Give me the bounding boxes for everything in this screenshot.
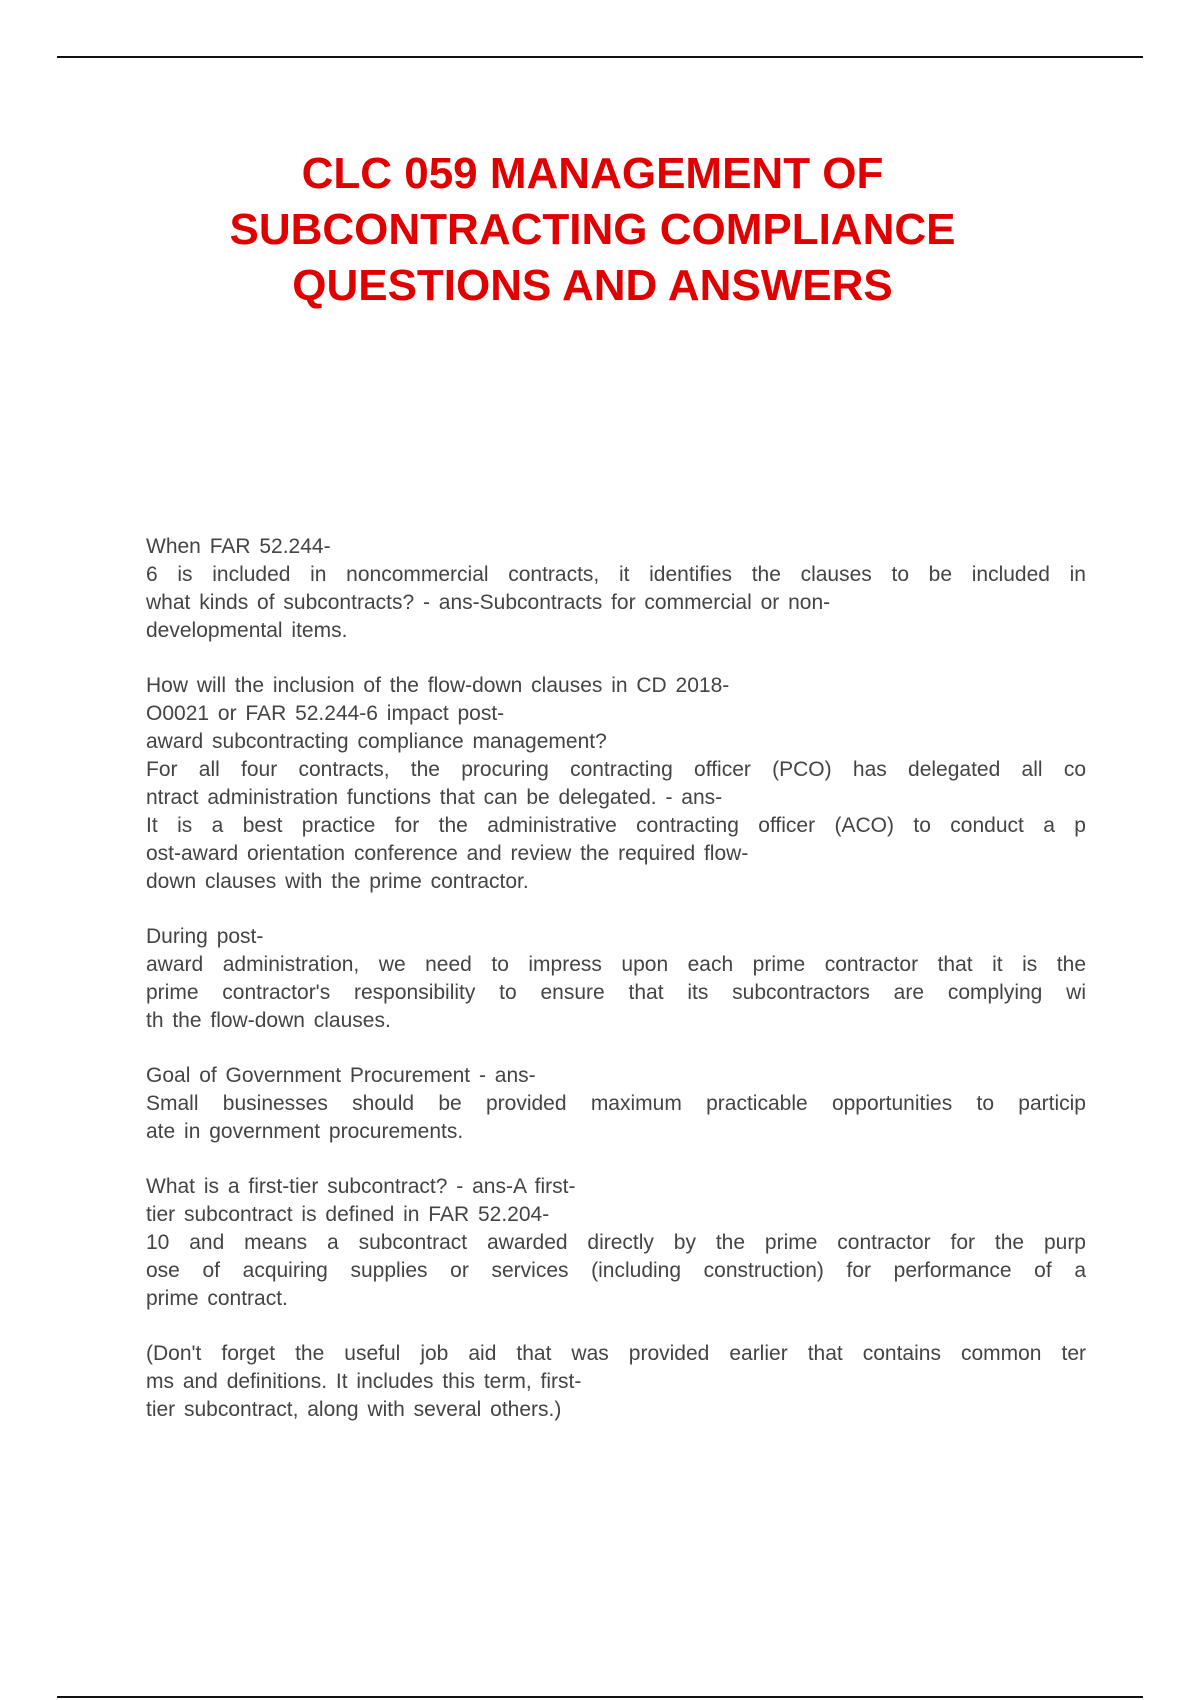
text-line: (Don't forget the useful job aid that was provided earlier that contains common ter	[146, 1342, 1086, 1365]
title-line: SUBCONTRACTING COMPLIANCE	[229, 205, 956, 254]
qa-paragraph	[146, 923, 1086, 1035]
qa-paragraph	[146, 533, 1086, 645]
text-line: ntract administration functions that can be delegated. - ans-	[146, 786, 723, 809]
text-line: Small businesses should be provided maximum practicable opportunities to particip	[146, 1092, 1086, 1115]
qa-paragraph	[146, 1173, 1086, 1313]
text-line: developmental items.	[146, 619, 348, 642]
text-line: prime contract.	[146, 1287, 288, 1310]
text-line: 10 and means a subcontract awarded directly by the prime contractor for the purp	[146, 1231, 1086, 1254]
text-line: down clauses with the prime contractor.	[146, 870, 529, 893]
text-line: For all four contracts, the procuring contracting officer (PCO) has delegated all co	[146, 758, 1086, 781]
document-title	[0, 146, 1185, 314]
text-line: During post-	[146, 925, 264, 948]
top-rule	[57, 56, 1143, 58]
text-line: tier subcontract is defined in FAR 52.204-	[146, 1203, 550, 1226]
text-line: what kinds of subcontracts? - ans-Subcontracts for commercial or non-	[146, 591, 831, 614]
text-line: th the flow-down clauses.	[146, 1009, 391, 1032]
qa-paragraph	[146, 1062, 1086, 1146]
qa-paragraph	[146, 1340, 1086, 1424]
text-line: It is a best practice for the administrative contracting officer (ACO) to conduct a p	[146, 814, 1086, 837]
title-line: CLC 059 MANAGEMENT OF	[301, 149, 884, 198]
text-line: Goal of Government Procurement - ans-	[146, 1064, 536, 1087]
text-line: 6 is included in noncommercial contracts, it identifies the clauses to be included in	[146, 563, 1086, 586]
text-line: ose of acquiring supplies or services (including construction) for performance of a	[146, 1259, 1086, 1282]
text-line: ost-award orientation conference and review the required flow-	[146, 842, 749, 865]
text-line: ate in government procurements.	[146, 1120, 464, 1143]
text-line: When FAR 52.244-	[146, 535, 331, 558]
text-line: prime contractor's responsibility to ensure that its subcontractors are complying wi	[146, 981, 1086, 1004]
text-line: What is a first-tier subcontract? - ans-A first-	[146, 1175, 576, 1198]
text-line: award subcontracting compliance management?	[146, 730, 607, 753]
bottom-rule	[57, 1696, 1143, 1698]
text-line: O0021 or FAR 52.244-6 impact post-	[146, 702, 505, 725]
title-line: QUESTIONS AND ANSWERS	[292, 261, 893, 310]
text-line: tier subcontract, along with several others.)	[146, 1398, 562, 1421]
text-line: award administration, we need to impress upon each prime contractor that it is the	[146, 953, 1086, 976]
text-line: How will the inclusion of the flow-down clauses in CD 2018-	[146, 674, 730, 697]
text-line: ms and definitions. It includes this term, first-	[146, 1370, 582, 1393]
qa-paragraph	[146, 672, 1086, 896]
document-body	[146, 533, 1086, 1451]
